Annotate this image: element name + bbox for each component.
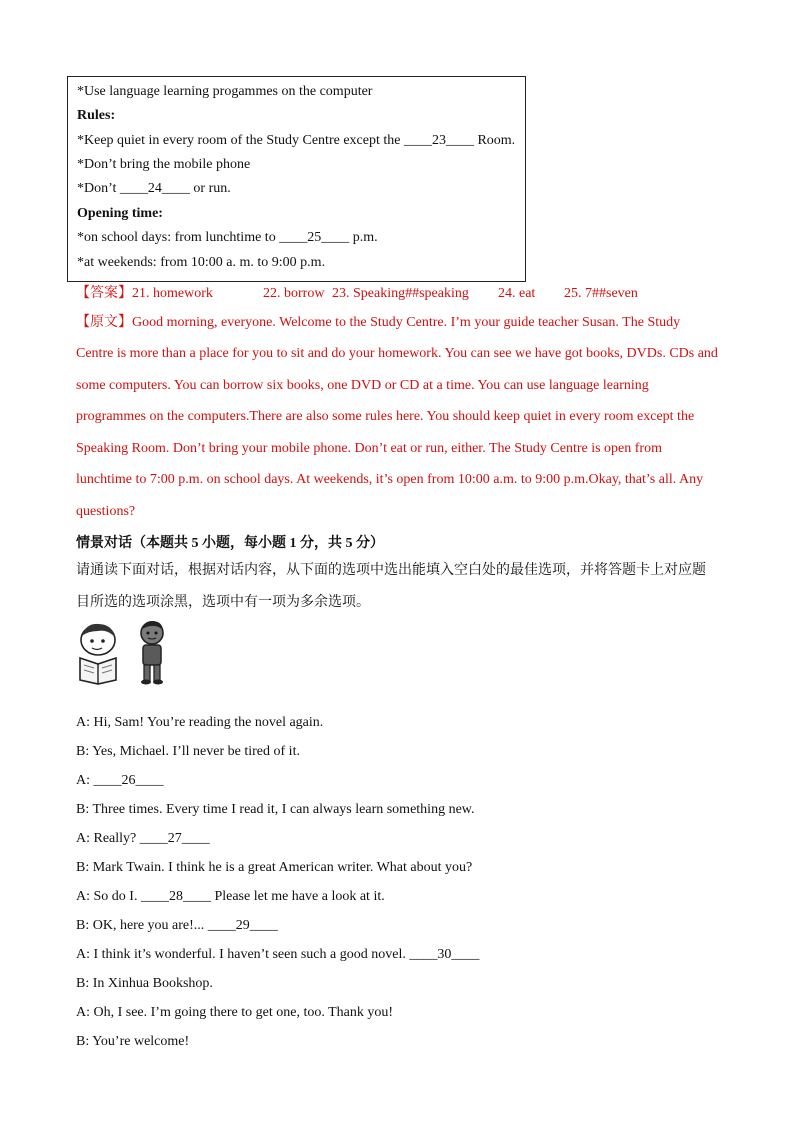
boys-reading-icon (76, 620, 172, 686)
answer-line (76, 284, 776, 304)
dialog-line: B: You’re welcome! (76, 1034, 190, 1049)
answer-21: 21. homework (132, 286, 213, 301)
script-line: lunchtime to 7:00 p.m. on school days. At weekends, it’s open from 10:00 a.m. to 9:00 p.m.Okay, that’s all. Any (76, 472, 704, 487)
dialog-line: A: ____26____ (76, 773, 164, 788)
dialog-line: B: OK, here you are!... ____29____ (76, 918, 278, 933)
opening-time: *on school days: from lunchtime to ____25____ p.m. (77, 230, 378, 245)
script-line: programmes on the computers.There are also some rules here. You should keep quiet in every room except the (76, 409, 695, 424)
rules-heading: Rules: (77, 108, 116, 123)
opening-heading: Opening time: (77, 206, 163, 221)
two-boys-illustration (76, 620, 172, 686)
rule-item: *Don’t ____24____ or run. (77, 181, 231, 196)
dialog-line: A: I think it’s wonderful. I haven’t seen such a good novel. ____30____ (76, 947, 480, 962)
answer-22: 22. borrow (263, 286, 325, 301)
dialog-line: A: Hi, Sam! You’re reading the novel again. (76, 715, 324, 730)
notice-line: *Use language learning progammes on the computer (77, 84, 373, 99)
answer-24: 24. eat (498, 286, 536, 301)
dialog-line: B: Yes, Michael. I’ll never be tired of it. (76, 744, 300, 759)
dialog-line: B: Three times. Every time I read it, I can always learn something new. (76, 802, 475, 817)
script-line: Centre is more than a place for you to sit and do your homework. You can see we have got books, DVDs. CDs and (76, 346, 718, 361)
dialog-line: A: Really? ____27____ (76, 831, 210, 846)
rule-item: *Don’t bring the mobile phone (77, 157, 251, 172)
script-line: some computers. You can borrow six books, one DVD or CD at a time. You can use language learning (76, 378, 649, 393)
answer-23: 23. Speaking##speaking (332, 286, 469, 301)
script-line: 【原文】Good morning, everyone. Welcome to the Study Centre. I’m your guide teacher Susan. The Study (76, 315, 681, 330)
script-line: questions? (76, 504, 136, 519)
script-line: Speaking Room. Don’t bring your mobile phone. Don’t eat or run, either. The Study Centre is open from (76, 441, 662, 456)
instruction-line: 请通读下面对话，根据对话内容，从下面的选项中选出能填入空白处的最佳选项，并将答题卡上对应题 (76, 563, 706, 578)
notice-box (67, 76, 526, 282)
instruction-line: 目所选的选项涂黑，选项中有一项为多余选项。 (76, 595, 370, 610)
answer-label: 【答案】 (76, 286, 132, 301)
dialog-line: A: Oh, I see. I’m going there to get one, too. Thank you! (76, 1005, 394, 1020)
rule-item: *Keep quiet in every room of the Study Centre except the ____23____ Room. (77, 133, 516, 148)
dialog-line: B: Mark Twain. I think he is a great American writer. What about you? (76, 860, 473, 875)
answer-25: 25. 7##seven (564, 286, 638, 301)
section-title: 情景对话（本题共 5 小题，每小题 1 分，共 5 分） (76, 536, 384, 551)
dialog-line: B: In Xinhua Bookshop. (76, 976, 213, 991)
opening-time: *at weekends: from 10:00 a. m. to 9:00 p.m. (77, 255, 326, 270)
dialog-line: A: So do I. ____28____ Please let me have a look at it. (76, 889, 385, 904)
